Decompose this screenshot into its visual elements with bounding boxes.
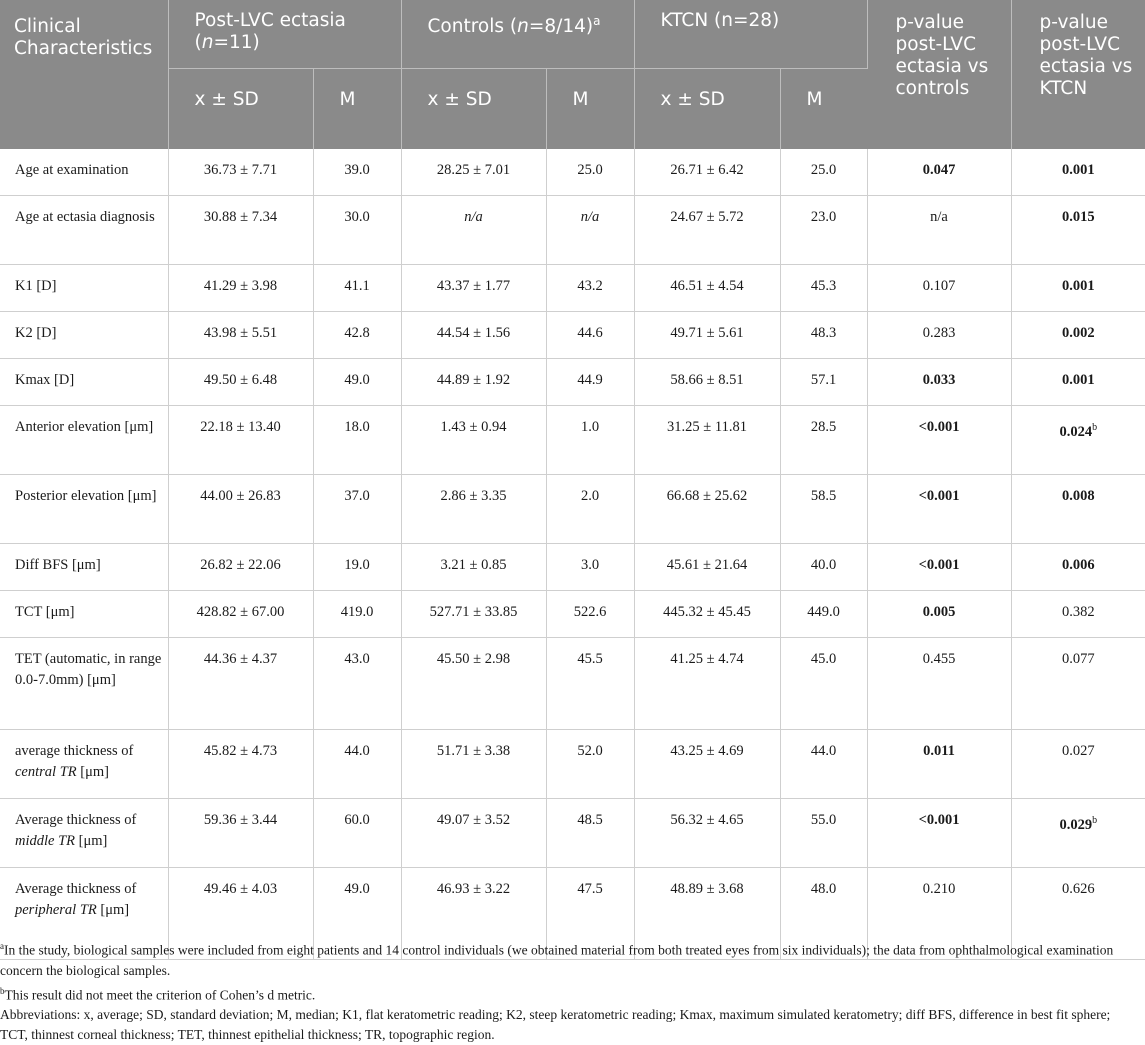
cell-controls-mean: 43.37 ± 1.77 [401,265,546,312]
cell-controls-mean: 46.93 ± 3.22 [401,868,546,960]
cell-ktcn-median: 55.0 [780,799,867,868]
table-row [0,196,1145,265]
cell-pvalue-controls: 0.107 [867,265,1011,312]
cell-controls-mean: 44.54 ± 1.56 [401,312,546,359]
header-pvalue-vs-controls: p-value post-LVC ectasia vs controls [867,0,1011,149]
table-row [0,799,1145,868]
cell-lvc-mean: 44.36 ± 4.37 [168,638,313,730]
cell-lvc-median: 39.0 [313,149,401,196]
cell-controls-median: 44.9 [546,359,634,406]
cell-controls-mean: 28.25 ± 7.01 [401,149,546,196]
table-row [0,591,1145,638]
subheader-mean-sd: x ± SD [168,69,313,150]
cell-ktcn-mean: 46.51 ± 4.54 [634,265,780,312]
cell-pvalue-controls: <0.001 [867,544,1011,591]
cell-pvalue-controls: 0.005 [867,591,1011,638]
cell-ktcn-mean: 43.25 ± 4.69 [634,730,780,799]
header-clinical-characteristics: Clinical Characteristics [0,0,168,149]
cell-pvalue-ktcn: 0.015 [1011,196,1145,265]
subheader-mean-sd: x ± SD [401,69,546,150]
table-footnotes [0,936,1140,1045]
cell-pvalue-ktcn: 0.001 [1011,265,1145,312]
cell-pvalue-ktcn: 0.626 [1011,868,1145,960]
cell-lvc-median: 419.0 [313,591,401,638]
cell-pvalue-controls: <0.001 [867,475,1011,544]
cell-pvalue-ktcn: 0.006 [1011,544,1145,591]
cell-ktcn-mean: 58.66 ± 8.51 [634,359,780,406]
cell-ktcn-median: 48.0 [780,868,867,960]
cell-ktcn-mean: 56.32 ± 4.65 [634,799,780,868]
cell-lvc-median: 41.1 [313,265,401,312]
subheader-median: M [780,69,867,150]
cell-lvc-mean: 30.88 ± 7.34 [168,196,313,265]
cell-pvalue-controls: <0.001 [867,799,1011,868]
cell-ktcn-mean: 26.71 ± 6.42 [634,149,780,196]
cell-lvc-median: 37.0 [313,475,401,544]
abbreviations-note: Abbreviations: x, average; SD, standard deviation; M, median; K1, flat keratometric reading; K2, steep keratometric reading; Kmax, maximum simulated keratometry; diff BFS, difference in best fit sphere; TCT, thinnest corneal thickness; TET, thinnest epithelial thickness; TR, topographic region. [0,1007,1111,1042]
cell-ktcn-median: 58.5 [780,475,867,544]
cell-controls-median: 522.6 [546,591,634,638]
cell-pvalue-controls: 0.210 [867,868,1011,960]
header-post-lvc-ectasia: Post-LVC ectasia (n=11) [168,0,401,69]
table-row [0,265,1145,312]
cell-pvalue-controls: 0.011 [867,730,1011,799]
cell-lvc-median: 49.0 [313,868,401,960]
table-body [0,149,1145,960]
cell-pvalue-ktcn: 0.029$^b$ [1011,799,1145,868]
cell-controls-median: 45.5 [546,638,634,730]
cell-ktcn-mean: 445.32 ± 45.45 [634,591,780,638]
row-label: Age at examination [0,149,168,196]
footnote-mark: a [0,941,4,951]
row-label: K1 [D] [0,265,168,312]
header-ktcn: KTCN (n=28) [634,0,867,69]
footnote-marker-b: b [1092,815,1098,826]
footnote-a: $^a$In the study, biological samples were included from eight patients and 14 control individuals (we obtained material from both treated eyes from six individuals); the data from ophthalmological examination concern the biological samples. [0,941,1114,978]
cell-ktcn-mean: 24.67 ± 5.72 [634,196,780,265]
cell-lvc-mean: 59.36 ± 3.44 [168,799,313,868]
row-label: Age at ectasia diagnosis [0,196,168,265]
cell-pvalue-controls: 0.283 [867,312,1011,359]
cell-ktcn-median: 28.5 [780,406,867,475]
cell-pvalue-ktcn: 0.027 [1011,730,1145,799]
cell-pvalue-ktcn: 0.024$^b$ [1011,406,1145,475]
cell-lvc-median: 42.8 [313,312,401,359]
cell-controls-mean: 45.50 ± 2.98 [401,638,546,730]
subheader-mean-sd: x ± SD [634,69,780,150]
cell-lvc-mean: 49.46 ± 4.03 [168,868,313,960]
cell-pvalue-ktcn: 0.002 [1011,312,1145,359]
cell-ktcn-median: 25.0 [780,149,867,196]
cell-controls-median: 47.5 [546,868,634,960]
row-label: Posterior elevation [μm] [0,475,168,544]
cell-controls-median: 43.2 [546,265,634,312]
cell-lvc-median: 44.0 [313,730,401,799]
cell-pvalue-ktcn: 0.077 [1011,638,1145,730]
row-label: Average thickness of middle TR [μm] [0,799,168,868]
cell-lvc-mean: 45.82 ± 4.73 [168,730,313,799]
row-label: K2 [D] [0,312,168,359]
cell-lvc-mean: 36.73 ± 7.71 [168,149,313,196]
cell-pvalue-ktcn: 0.008 [1011,475,1145,544]
cell-pvalue-controls: 0.047 [867,149,1011,196]
cell-pvalue-controls: n/a [867,196,1011,265]
table-header [0,0,1145,149]
cell-controls-mean: 527.71 ± 33.85 [401,591,546,638]
table-row [0,638,1145,730]
cell-pvalue-ktcn: 0.001 [1011,359,1145,406]
cell-ktcn-median: 45.3 [780,265,867,312]
row-label: Anterior elevation [μm] [0,406,168,475]
footnote-b: $^b$This result did not meet the criterion of Cohen’s d metric. [0,985,316,1002]
footnote-marker-a: a [593,14,601,28]
row-label: TET (automatic, in range 0.0-7.0mm) [μm] [0,638,168,730]
cell-pvalue-controls: 0.033 [867,359,1011,406]
cell-lvc-median: 18.0 [313,406,401,475]
cell-ktcn-median: 44.0 [780,730,867,799]
cell-ktcn-median: 48.3 [780,312,867,359]
cell-pvalue-ktcn: 0.382 [1011,591,1145,638]
cell-lvc-median: 60.0 [313,799,401,868]
table-row [0,149,1145,196]
cell-lvc-median: 49.0 [313,359,401,406]
cell-lvc-mean: 22.18 ± 13.40 [168,406,313,475]
cell-controls-mean: n/a [401,196,546,265]
cell-lvc-mean: 49.50 ± 6.48 [168,359,313,406]
cell-lvc-median: 19.0 [313,544,401,591]
table-row [0,730,1145,799]
subheader-median: M [313,69,401,150]
cell-ktcn-mean: 31.25 ± 11.81 [634,406,780,475]
row-label: Average thickness of peripheral TR [μm] [0,868,168,960]
cell-controls-median: 1.0 [546,406,634,475]
cell-ktcn-median: 40.0 [780,544,867,591]
header-controls: Controls (n=8/14)$^a$ [401,0,634,69]
cell-ktcn-median: 449.0 [780,591,867,638]
cell-ktcn-median: 45.0 [780,638,867,730]
cell-ktcn-mean: 45.61 ± 21.64 [634,544,780,591]
cell-controls-median: 2.0 [546,475,634,544]
cell-controls-median: n/a [546,196,634,265]
cell-lvc-median: 30.0 [313,196,401,265]
cell-ktcn-median: 23.0 [780,196,867,265]
cell-ktcn-mean: 41.25 ± 4.74 [634,638,780,730]
cell-controls-mean: 3.21 ± 0.85 [401,544,546,591]
footnote-marker-b: b [1092,422,1098,433]
cell-controls-median: 52.0 [546,730,634,799]
cell-lvc-mean: 44.00 ± 26.83 [168,475,313,544]
cell-ktcn-mean: 49.71 ± 5.61 [634,312,780,359]
cell-pvalue-controls: 0.455 [867,638,1011,730]
cell-lvc-mean: 43.98 ± 5.51 [168,312,313,359]
cell-controls-mean: 1.43 ± 0.94 [401,406,546,475]
cell-pvalue-controls: <0.001 [867,406,1011,475]
cell-controls-median: 25.0 [546,149,634,196]
subheader-median: M [546,69,634,150]
cell-lvc-mean: 26.82 ± 22.06 [168,544,313,591]
cell-controls-mean: 44.89 ± 1.92 [401,359,546,406]
cell-controls-mean: 49.07 ± 3.52 [401,799,546,868]
footnote-mark: b [0,985,5,996]
row-label: Kmax [D] [0,359,168,406]
table-row [0,312,1145,359]
cell-lvc-mean: 41.29 ± 3.98 [168,265,313,312]
cell-controls-median: 48.5 [546,799,634,868]
cell-lvc-median: 43.0 [313,638,401,730]
table-row [0,544,1145,591]
cell-controls-median: 44.6 [546,312,634,359]
cell-controls-mean: 2.86 ± 3.35 [401,475,546,544]
row-label: Diff BFS [μm] [0,544,168,591]
cell-lvc-mean: 428.82 ± 67.00 [168,591,313,638]
cell-pvalue-ktcn: 0.001 [1011,149,1145,196]
table-row [0,475,1145,544]
cell-controls-median: 3.0 [546,544,634,591]
cell-ktcn-mean: 66.68 ± 25.62 [634,475,780,544]
cell-controls-mean: 51.71 ± 3.38 [401,730,546,799]
row-label: TCT [μm] [0,591,168,638]
table-row [0,406,1145,475]
cell-ktcn-mean: 48.89 ± 3.68 [634,868,780,960]
header-pvalue-vs-ktcn: p-value post-LVC ectasia vs KTCN [1011,0,1145,149]
table-row [0,359,1145,406]
cell-ktcn-median: 57.1 [780,359,867,406]
row-label: average thickness of central TR [μm] [0,730,168,799]
